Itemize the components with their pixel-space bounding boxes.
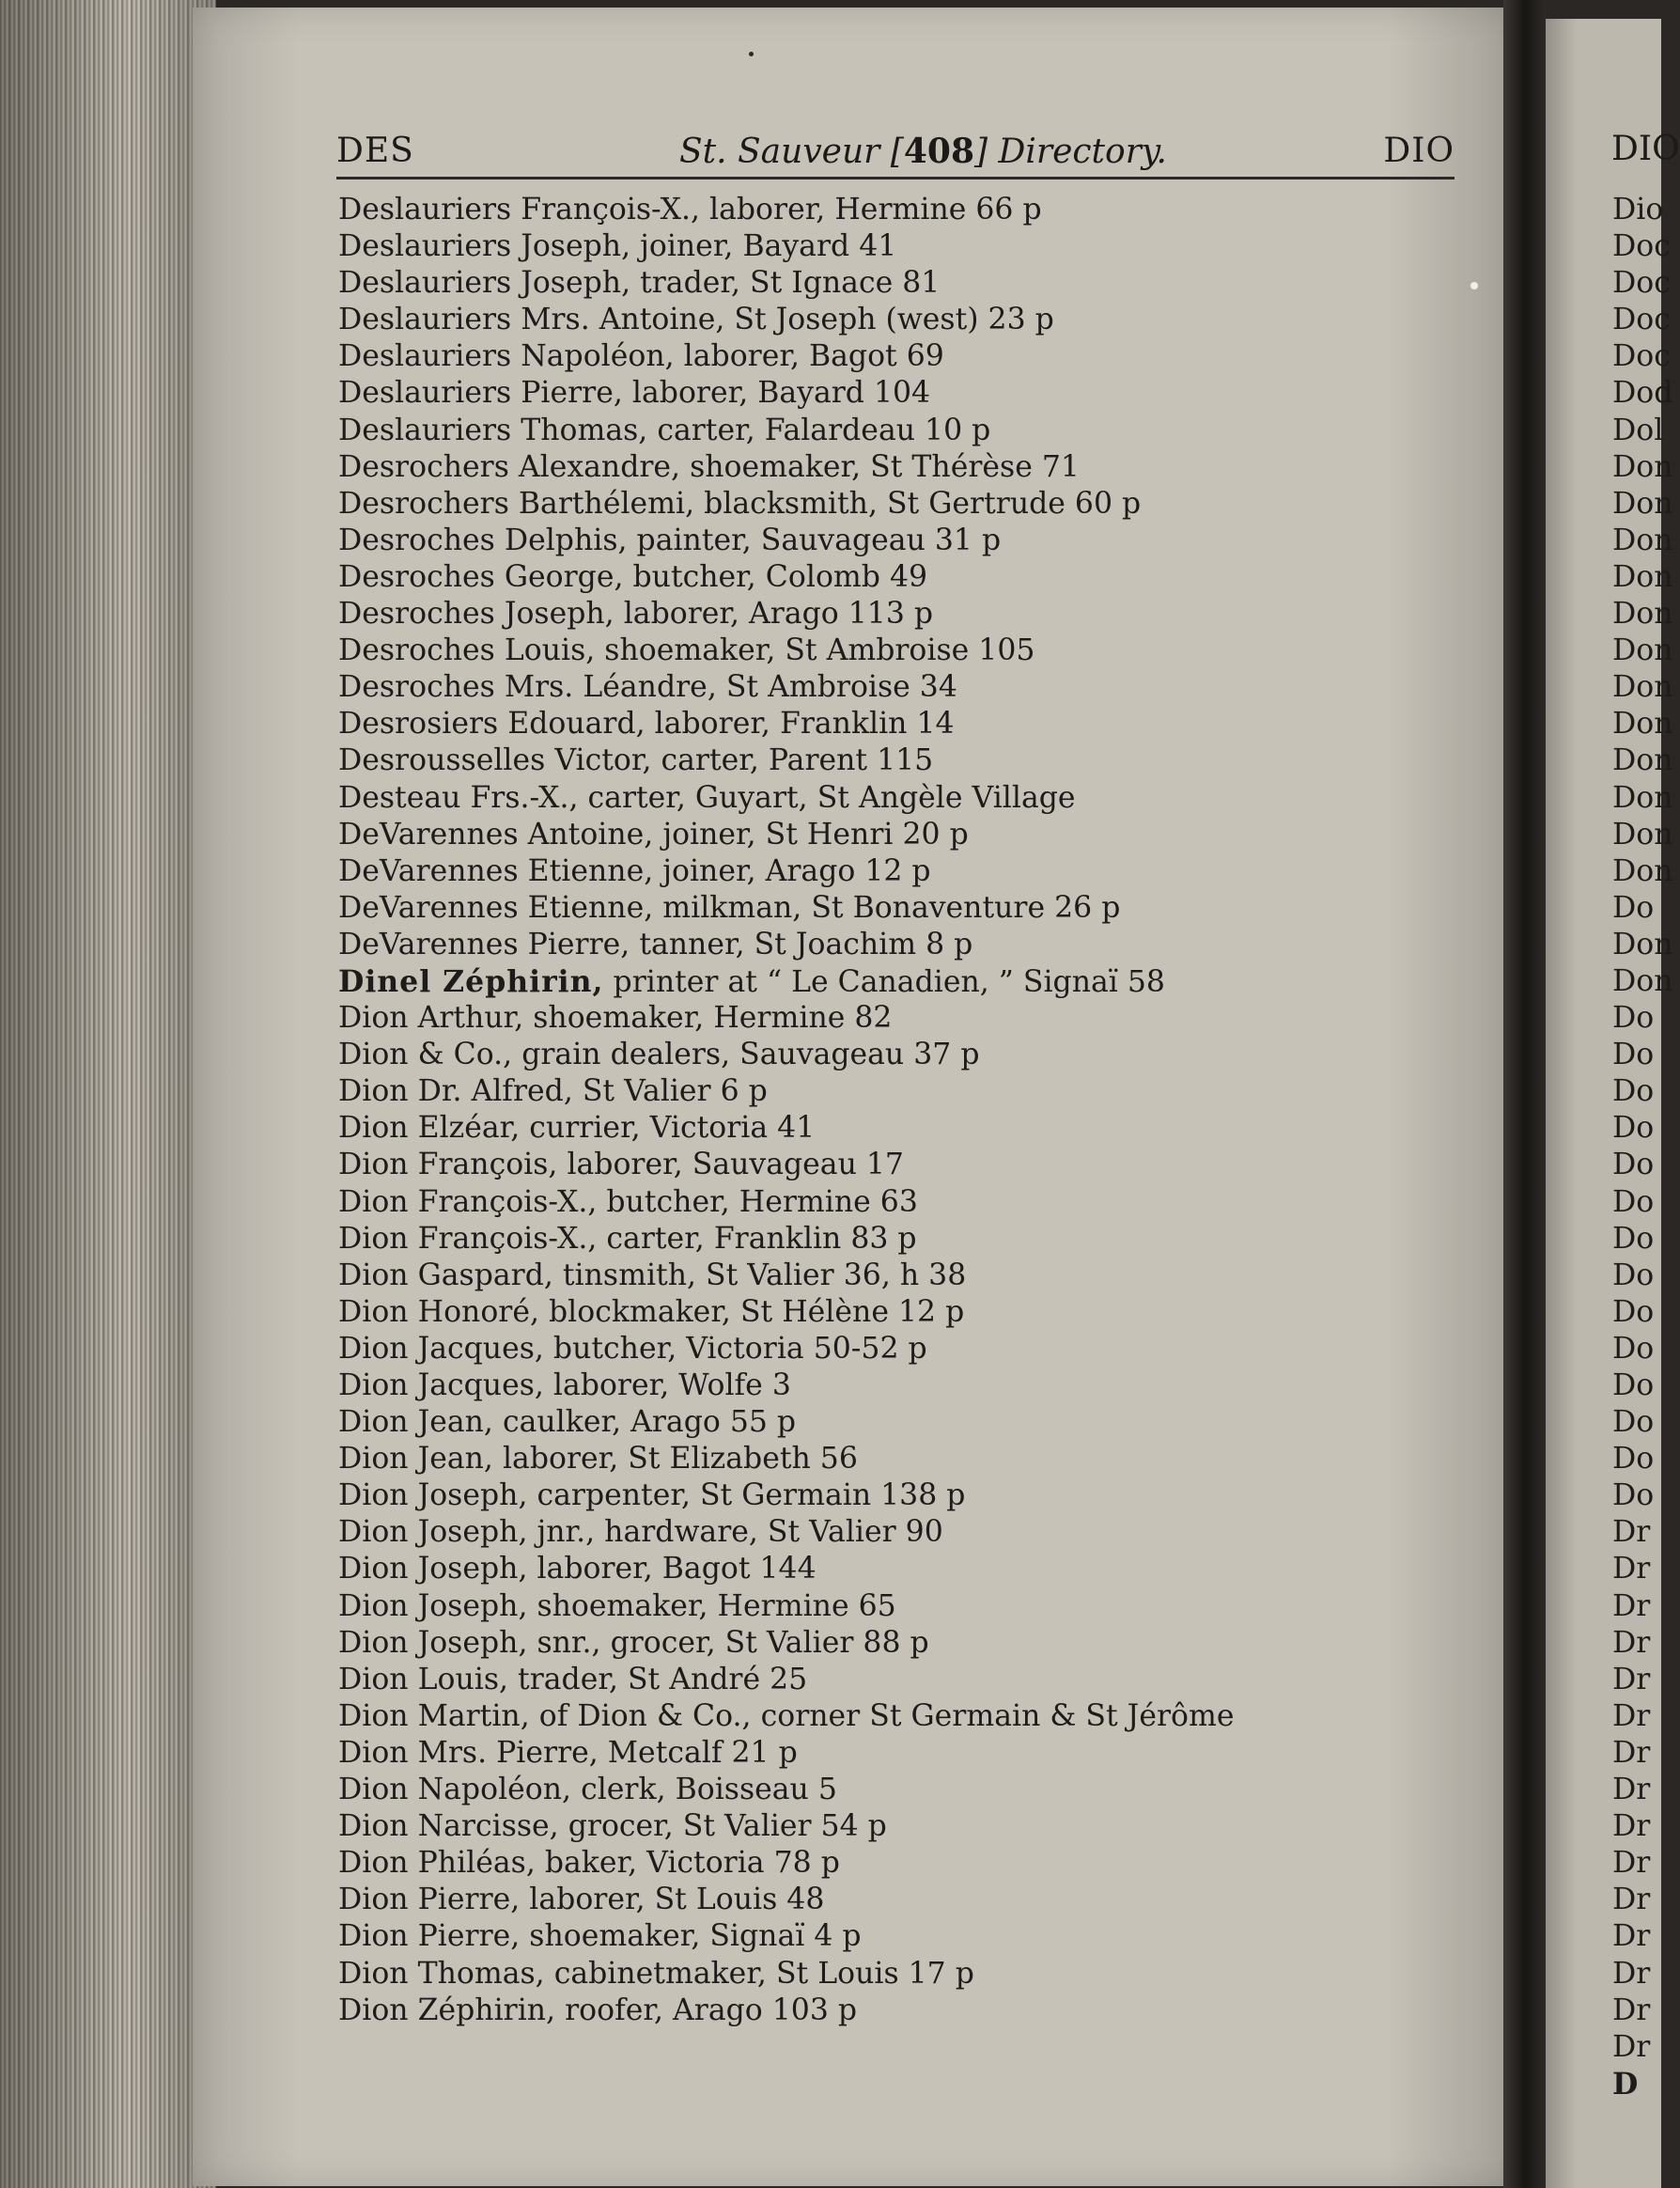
directory-entry [338,853,1466,890]
entry-details: shoemaker, Hermine 65 [527,1588,896,1623]
facing-page-fragment: Dr [1612,1993,1651,2027]
facing-page-fragment: Doc [1612,339,1671,374]
facing-page-fragment: D [1612,2066,1639,2102]
facing-page-fragment: Doc [1612,229,1671,264]
directory-entry [338,413,1466,449]
facing-page-fragment: Don [1612,486,1673,521]
entry-details: St Ambroise 34 [716,670,957,705]
directory-entry [338,1588,1466,1625]
facing-page-fragment: Don [1612,927,1673,961]
facing-page-fragment: Do [1612,890,1655,925]
facing-page-fragment: Don [1612,963,1673,998]
entry-name: Desteau Frs.-X., [338,780,579,815]
facing-page-fragment: Dr [1612,1625,1651,1660]
entry-name: Desrosiers Edouard, [338,707,646,742]
entry-details: shoemaker, St Thérèse 71 [680,449,1080,484]
entry-name: Deslauriers Joseph, [338,266,631,301]
directory-entry [338,817,1466,853]
entry-details: clerk, Boisseau 5 [571,1773,837,1807]
entry-name: Dion Mrs. Pierre, [338,1735,599,1770]
directory-entry [338,1221,1466,1258]
directory-entry [338,963,1466,1000]
facing-page-fragment: Dr [1612,1552,1651,1586]
directory-entry [338,1441,1466,1477]
entry-name: Deslauriers Mrs. Antoine, [338,303,725,337]
entry-name: Dion Jean, [338,1442,493,1477]
facing-page-fragment: Don [1612,780,1673,815]
directory-entry [338,265,1466,302]
facing-page-fragment: Don [1612,743,1673,778]
facing-page-fragment: Doc [1612,303,1671,337]
entry-details: laborer, Arago 113 p [614,597,934,632]
facing-page-fragment: Do [1612,1368,1655,1402]
entry-details: joiner, Arago 12 p [653,853,931,888]
facing-page-fragment: Do [1612,1294,1655,1329]
directory-entry [338,338,1466,375]
entry-details: Metcalf 21 p [598,1735,798,1770]
entry-details: printer at “ Le Canadien, ” Signaï 58 [603,964,1165,999]
facing-page-fragment: Do [1612,1442,1655,1477]
directory-entry [338,559,1466,596]
facing-page-fragment: Dio [1612,193,1664,227]
facing-page-fragment: Do [1612,1111,1655,1146]
entry-details: grocer, St Valier 54 p [558,1809,887,1844]
entry-name: Deslauriers Thomas, [338,413,648,447]
ink-speck [749,52,754,56]
facing-page-fragment: Do [1612,1478,1655,1513]
entry-name: Dion Elzéar, [338,1111,521,1146]
entry-details: laborer, St Elizabeth 56 [492,1442,858,1477]
header-rule [336,177,1454,180]
entry-name: Deslauriers Napoléon, [338,339,675,374]
entry-name: Dion François-X., [338,1221,598,1256]
entry-name: Dion Pierre, [338,1883,521,1917]
entry-details: shoemaker, Hermine 82 [523,1001,893,1036]
entry-name: Dion Joseph, jnr., [338,1515,596,1550]
facing-page-fragment: Dr [1612,1773,1651,1807]
facing-page-fragment: Dr [1612,1846,1651,1881]
entry-details: laborer, St Louis 48 [520,1883,825,1917]
facing-page-fragment: Don [1612,559,1673,594]
directory-entry [338,375,1466,412]
entry-details: joiner, Bayard 41 [630,229,897,264]
entry-details: shoemaker, Signaï 4 p [520,1919,862,1954]
facing-page-fragment: Doc [1612,266,1671,301]
entry-details: cabinetmaker, St Louis 17 p [544,1956,974,1991]
directory-entry [338,1294,1466,1331]
directory-entry [338,596,1466,633]
entry-name: DeVarennes Antoine, [338,817,654,852]
entry-name: Dion Martin, [338,1698,530,1733]
facing-page-fragment: Do [1612,1001,1655,1036]
directory-entry [338,1477,1466,1514]
entry-name: Dion Philéas, [338,1846,536,1881]
entry-details: laborer, Wolfe 3 [543,1368,791,1402]
entry-name: Dion Louis, [338,1662,509,1696]
entry-details: tanner, St Joachim 8 p [630,927,973,961]
header-title: St. Sauveur [408] Directory. [679,132,1167,171]
entry-details: baker, Victoria 78 p [535,1846,840,1881]
entry-details: laborer, Sauvageau 17 [557,1148,904,1182]
directory-entry [338,1662,1466,1698]
facing-page-fragment: Do [1612,1074,1655,1109]
facing-page-fragment: Dr [1612,1698,1651,1733]
entry-details: of Dion & Co., corner St Germain & St Jérôme [529,1698,1235,1733]
entry-name: Desroches George, [338,559,624,594]
entry-name: Desroches Louis, [338,633,596,668]
directory-entry [338,1258,1466,1294]
entry-details: laborer, Bayard 104 [622,376,931,411]
entry-name: Dion Arthur, [338,1001,524,1036]
entry-name: Dion Narcisse, [338,1809,559,1844]
entry-details: carter, Franklin 83 p [597,1221,917,1256]
entry-details: grain dealers, Sauvageau 37 p [512,1038,980,1072]
facing-page-fragment: Don [1612,853,1673,888]
entry-details: trader, St Ignace 81 [630,266,941,301]
facing-page-fragment: Don [1612,670,1673,705]
entry-name: Dion Honoré, [338,1294,539,1329]
entry-details: carter, Guyart, St Angèle Village [578,780,1076,815]
entry-details: St Valier 6 p [572,1074,768,1109]
directory-entry [338,706,1466,742]
entry-name: Dion Jean, [338,1405,493,1440]
directory-entry [338,1845,1466,1882]
directory-entry [338,302,1466,338]
entry-details: painter, Sauvageau 31 p [627,523,1002,557]
entry-name: Dion Dr. Alfred, [338,1074,573,1109]
directory-entry [338,1698,1466,1735]
entry-details: shoemaker, St Ambroise 105 [595,633,1035,668]
directory-entry [338,1331,1466,1368]
directory-entry [338,1368,1466,1404]
facing-page-fragment: Dr [1612,1919,1651,1954]
entry-details: carter, Falardeau 10 p [647,413,991,447]
entry-details: carter, Parent 115 [651,743,934,778]
directory-entry [338,1772,1466,1808]
entry-name: Dion Jacques, [338,1331,544,1366]
entry-name: DeVarennes Pierre, [338,927,630,961]
entry-name: DeVarennes Etienne, [338,853,654,888]
facing-page-fragment: Don [1612,523,1673,557]
directory-entry [338,486,1466,523]
running-header [336,124,1454,177]
facing-page-fragment: Dr [1612,1956,1651,1991]
facing-page-fragment: Dr [1612,2029,1651,2064]
directory-entry [338,228,1466,265]
entry-details: hardware, St Valier 90 [595,1515,943,1550]
directory-entry [338,669,1466,706]
entry-name: Dion & Co., [338,1038,513,1072]
facing-page-fragment: Dr [1612,1515,1651,1550]
page-number: 408 [903,132,975,171]
entry-details: laborer, Hermine 66 p [700,193,1042,227]
directory-entry [338,1073,1466,1110]
entry-name: Dion Joseph, snr., [338,1625,601,1660]
directory-entry [338,449,1466,486]
entry-details: trader, St André 25 [508,1662,808,1696]
entry-name: Dion François, [338,1148,558,1182]
entry-name: Dion Napoléon, [338,1773,572,1807]
entry-details: roofer, Arago 103 p [555,1993,858,2027]
directory-entry [338,1184,1466,1221]
facing-page-fragment: Dod [1612,376,1673,411]
entry-details: laborer, Bagot 144 [527,1552,817,1586]
entry-details: St Joseph (west) 23 p [724,303,1054,337]
directory-entry [338,1956,1466,1993]
facing-page-fragment: Don [1612,707,1673,742]
entry-name: Dion Joseph, [338,1478,528,1513]
entry-name: Desroches Joseph, [338,597,614,632]
directory-entry [338,192,1466,228]
facing-page-fragment: Dol [1612,413,1664,447]
facing-page-fragment: Do [1612,1405,1655,1440]
directory-entry [338,523,1466,559]
directory-entry [338,1147,1466,1183]
directory-entry [338,1882,1466,1918]
directory-entry [338,780,1466,817]
facing-page-fragment: Do [1612,1331,1655,1366]
entry-name: Deslauriers Joseph, [338,229,631,264]
facing-page-fragment: Don [1612,817,1673,852]
entry-name: Dinel Zéphirin, [338,963,604,999]
directory-entry [338,1918,1466,1955]
entry-name: Dion Jacques, [338,1368,544,1402]
entry-name: Desroches Delphis, [338,523,628,557]
entry-name: Dion François-X., [338,1184,598,1219]
facing-page-header: DIO [1611,130,1680,168]
facing-page-fragment: Dr [1612,1809,1651,1844]
entry-details: laborer, Bagot 69 [674,339,944,374]
entry-details: blacksmith, St Gertrude 60 p [694,486,1142,521]
facing-page-fragment: Do [1612,1184,1655,1219]
directory-entry [338,633,1466,669]
ink-speck [1470,282,1478,289]
entry-name: Desroches Mrs. Léandre, [338,670,717,705]
entry-name: Deslauriers François-X., [338,193,701,227]
entry-details: milkman, St Bonaventure 26 p [653,890,1121,925]
entry-name: Dion Thomas, [338,1956,545,1991]
header-right-guide: DIO [1383,132,1454,170]
entry-name: Desrochers Alexandre, [338,449,681,484]
entry-details: tinsmith, St Valier 36, h 38 [552,1258,967,1292]
directory-entry [338,1735,1466,1772]
facing-page-fragment: Don [1612,597,1673,632]
directory-entry [338,1000,1466,1037]
entry-name: Dion Joseph, [338,1588,528,1623]
entry-details: joiner, St Henri 20 p [653,817,969,852]
facing-page-fragment: Don [1612,633,1673,668]
facing-page-fragment: Don [1612,449,1673,484]
facing-page-fragment: Dr [1612,1735,1651,1770]
entry-name: Dion Zéphirin, [338,1993,556,2027]
directory-entry [338,1993,1466,2029]
facing-page-fragment: Dr [1612,1588,1651,1623]
facing-page-fragment: Do [1612,1148,1655,1182]
entry-details: currier, Victoria 41 [520,1111,816,1146]
entry-details: butcher, Colomb 49 [623,559,928,594]
directory-entry [338,1037,1466,1073]
directory-entry [338,742,1466,779]
entry-details: caulker, Arago 55 p [492,1405,797,1440]
facing-page-fragment: Dr [1612,1662,1651,1696]
entry-details: laborer, Franklin 14 [645,707,955,742]
directory-entry [338,1808,1466,1845]
facing-page-fragment: Do [1612,1221,1655,1256]
entry-name: Deslauriers Pierre, [338,376,623,411]
entry-name: Dion Gaspard, [338,1258,553,1292]
entry-name: Desrochers Barthélemi, [338,486,695,521]
entry-name: Desrousselles Victor, [338,743,652,778]
facing-page-fragment: Do [1612,1258,1655,1292]
entry-details: butcher, Victoria 50-52 p [543,1331,927,1366]
entry-details: grocer, St Valier 88 p [600,1625,929,1660]
entry-details: carpenter, St Germain 138 p [527,1478,966,1513]
entry-name: Dion Joseph, [338,1552,528,1586]
directory-entries [338,192,1466,2029]
facing-page-fragment: Dr [1612,1883,1651,1917]
directory-entry [338,1625,1466,1662]
directory-entry [338,1551,1466,1587]
facing-page-entries [1612,192,1673,2102]
directory-entry [338,1404,1466,1441]
book-gutter [1503,0,1546,2188]
entry-name: Dion Pierre, [338,1919,521,1954]
entry-details: blockmaker, St Hélène 12 p [539,1294,965,1329]
entry-details: butcher, Hermine 63 [597,1184,918,1219]
directory-entry [338,890,1466,927]
directory-entry [338,1110,1466,1147]
facing-page-fragment: Do [1612,1038,1655,1072]
directory-entry [338,927,1466,963]
header-left-guide: DES [336,132,414,170]
directory-entry [338,1514,1466,1551]
entry-name: DeVarennes Etienne, [338,890,654,925]
